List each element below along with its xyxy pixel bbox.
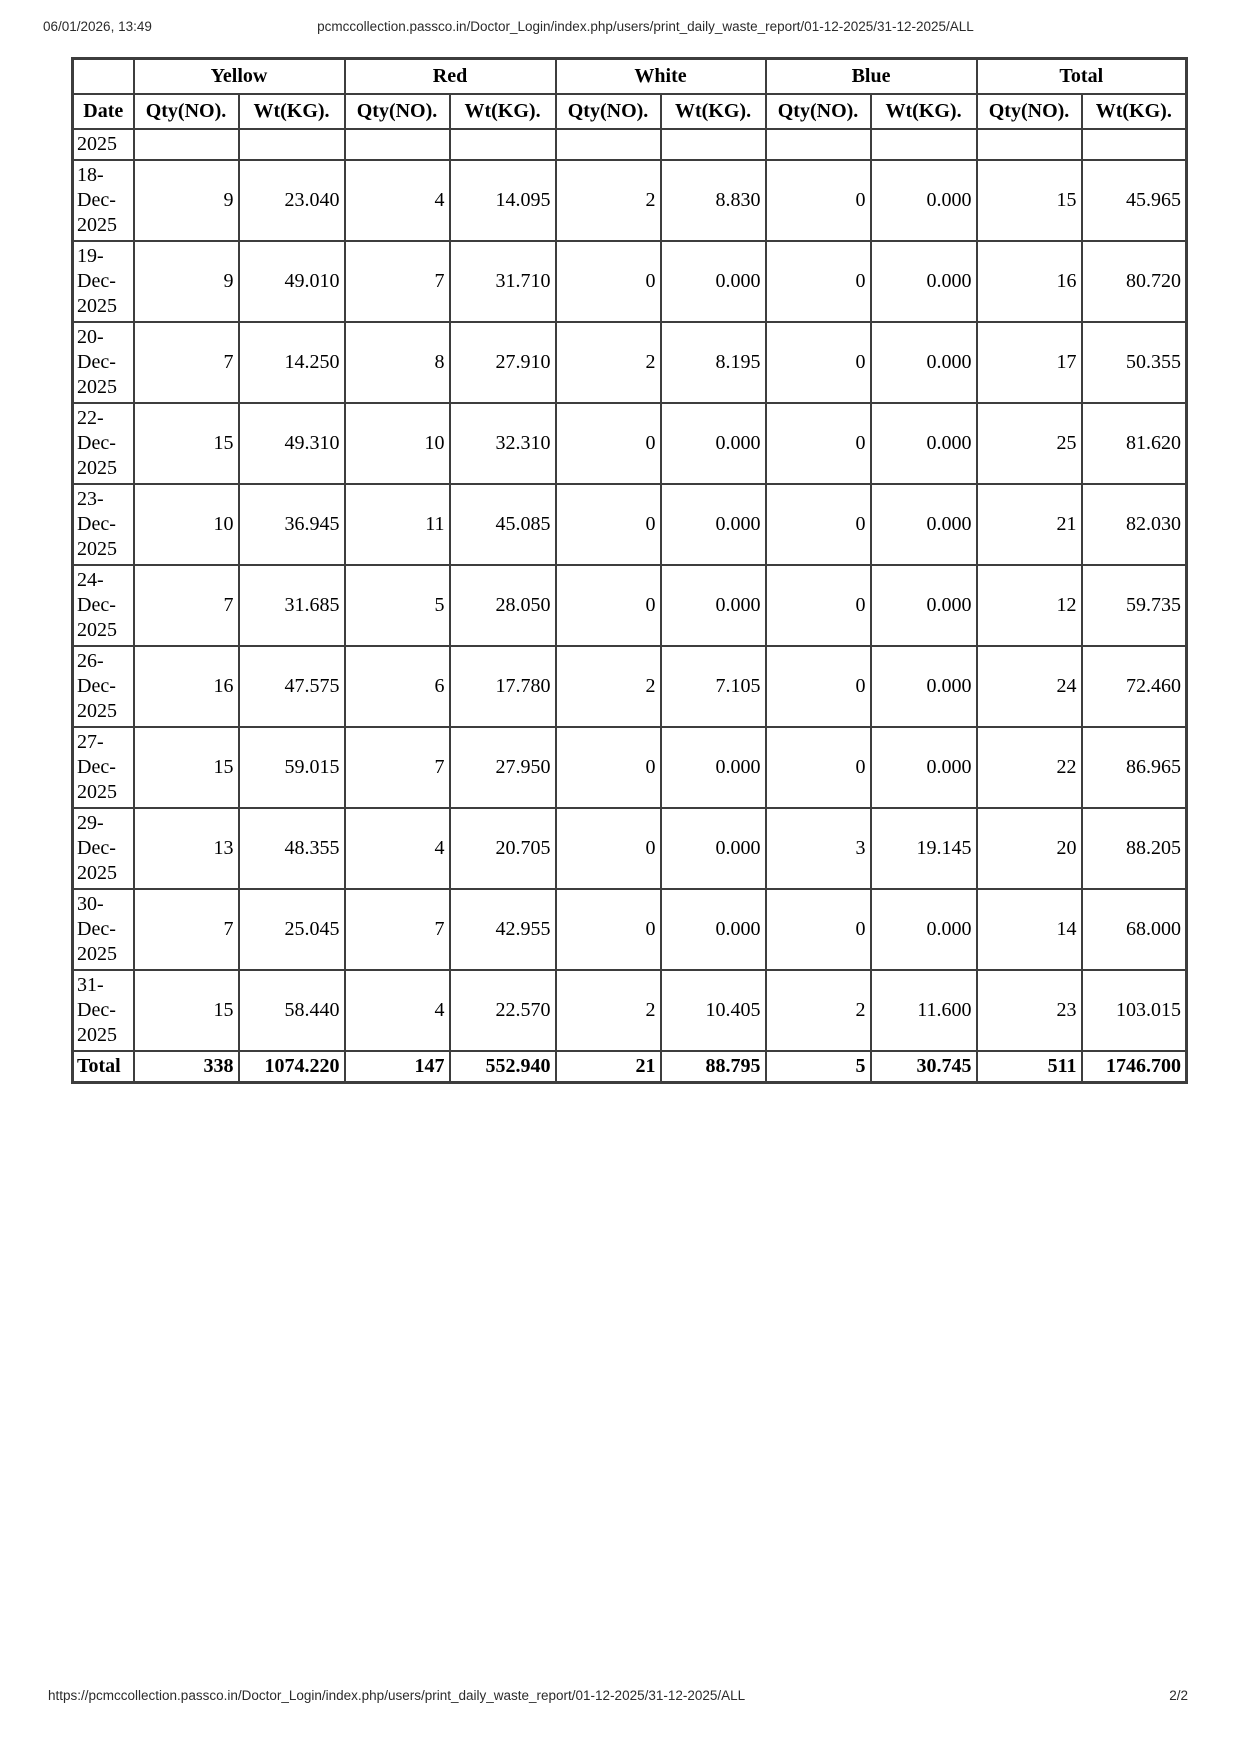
wt-cell: 42.955 <box>450 889 556 970</box>
qty-cell: 0 <box>766 403 871 484</box>
qty-cell: 10 <box>134 484 239 565</box>
date-cell: 31-Dec-2025 <box>73 970 134 1051</box>
date-cell: 18-Dec-2025 <box>73 160 134 241</box>
qty-cell: 5 <box>766 1051 871 1083</box>
wt-cell: 25.045 <box>239 889 345 970</box>
qty-cell: 147 <box>345 1051 450 1083</box>
qty-cell: 7 <box>345 889 450 970</box>
wt-cell <box>239 129 345 160</box>
wt-cell: 1746.700 <box>1082 1051 1187 1083</box>
qty-cell: 0 <box>556 241 661 322</box>
wt-cell: 88.205 <box>1082 808 1187 889</box>
date-cell: 30-Dec-2025 <box>73 889 134 970</box>
qty-cell: 15 <box>134 727 239 808</box>
wt-column-header: Wt(KG). <box>1082 94 1187 129</box>
table-row <box>73 889 1187 970</box>
corner-cell <box>73 59 134 95</box>
wt-cell: 0.000 <box>661 808 766 889</box>
wt-cell: 59.735 <box>1082 565 1187 646</box>
wt-cell: 11.600 <box>871 970 977 1051</box>
qty-cell: 23 <box>977 970 1082 1051</box>
wt-cell: 0.000 <box>871 646 977 727</box>
qty-cell: 15 <box>134 970 239 1051</box>
wt-cell: 31.710 <box>450 241 556 322</box>
table-row <box>73 727 1187 808</box>
qty-column-header: Qty(NO). <box>766 94 871 129</box>
qty-cell: 15 <box>134 403 239 484</box>
qty-cell <box>977 129 1082 160</box>
qty-cell: 16 <box>134 646 239 727</box>
qty-cell: 4 <box>345 808 450 889</box>
wt-cell: 0.000 <box>661 241 766 322</box>
total-label-cell: Total <box>73 1051 134 1083</box>
wt-cell: 28.050 <box>450 565 556 646</box>
wt-cell: 82.030 <box>1082 484 1187 565</box>
qty-cell: 0 <box>766 160 871 241</box>
qty-column-header: Qty(NO). <box>977 94 1082 129</box>
qty-cell: 4 <box>345 970 450 1051</box>
wt-cell: 49.010 <box>239 241 345 322</box>
qty-cell: 3 <box>766 808 871 889</box>
qty-cell: 9 <box>134 241 239 322</box>
qty-cell: 6 <box>345 646 450 727</box>
wt-cell: 0.000 <box>871 403 977 484</box>
qty-cell: 21 <box>977 484 1082 565</box>
qty-cell: 20 <box>977 808 1082 889</box>
wt-cell: 0.000 <box>871 241 977 322</box>
table-row <box>73 484 1187 565</box>
total-row <box>73 1051 1187 1083</box>
qty-cell: 0 <box>766 565 871 646</box>
qty-cell: 0 <box>556 727 661 808</box>
wt-column-header: Wt(KG). <box>661 94 766 129</box>
table-header <box>73 59 1187 130</box>
qty-cell: 511 <box>977 1051 1082 1083</box>
qty-cell: 0 <box>766 322 871 403</box>
wt-cell: 22.570 <box>450 970 556 1051</box>
wt-cell: 0.000 <box>871 727 977 808</box>
column-header-row <box>73 94 1187 129</box>
wt-cell: 0.000 <box>661 565 766 646</box>
qty-cell: 21 <box>556 1051 661 1083</box>
wt-cell: 31.685 <box>239 565 345 646</box>
date-cell: 26-Dec-2025 <box>73 646 134 727</box>
wt-cell: 7.105 <box>661 646 766 727</box>
wt-cell: 17.780 <box>450 646 556 727</box>
wt-cell: 0.000 <box>871 889 977 970</box>
table-row <box>73 970 1187 1051</box>
qty-cell <box>134 129 239 160</box>
qty-cell: 17 <box>977 322 1082 403</box>
qty-cell: 0 <box>766 241 871 322</box>
qty-cell: 25 <box>977 403 1082 484</box>
qty-cell: 7 <box>345 241 450 322</box>
wt-cell: 0.000 <box>871 484 977 565</box>
wt-cell: 88.795 <box>661 1051 766 1083</box>
qty-cell: 7 <box>345 727 450 808</box>
qty-cell: 2 <box>556 646 661 727</box>
wt-cell: 86.965 <box>1082 727 1187 808</box>
qty-cell: 0 <box>766 646 871 727</box>
qty-cell: 2 <box>556 970 661 1051</box>
qty-cell: 16 <box>977 241 1082 322</box>
wt-cell: 23.040 <box>239 160 345 241</box>
table-row <box>73 129 1187 160</box>
wt-cell: 0.000 <box>661 889 766 970</box>
report-table-body <box>73 129 1187 1083</box>
date-column-header: Date <box>73 94 134 129</box>
wt-cell: 0.000 <box>871 322 977 403</box>
qty-cell: 9 <box>134 160 239 241</box>
date-cell: 27-Dec-2025 <box>73 727 134 808</box>
wt-cell: 0.000 <box>661 727 766 808</box>
table-row <box>73 646 1187 727</box>
qty-cell: 15 <box>977 160 1082 241</box>
qty-cell: 10 <box>345 403 450 484</box>
table-row <box>73 160 1187 241</box>
print-header <box>0 19 1241 37</box>
qty-cell: 0 <box>556 484 661 565</box>
wt-cell: 47.575 <box>239 646 345 727</box>
wt-cell: 58.440 <box>239 970 345 1051</box>
table-row <box>73 403 1187 484</box>
date-cell: 20-Dec-2025 <box>73 322 134 403</box>
qty-cell: 7 <box>134 565 239 646</box>
date-cell: 24-Dec-2025 <box>73 565 134 646</box>
qty-cell: 7 <box>134 889 239 970</box>
qty-cell: 8 <box>345 322 450 403</box>
wt-cell: 27.910 <box>450 322 556 403</box>
wt-cell: 45.965 <box>1082 160 1187 241</box>
wt-cell: 103.015 <box>1082 970 1187 1051</box>
qty-cell <box>556 129 661 160</box>
group-header-yellow: Yellow <box>134 59 345 95</box>
wt-cell: 0.000 <box>661 403 766 484</box>
wt-cell: 30.745 <box>871 1051 977 1083</box>
qty-cell: 0 <box>556 889 661 970</box>
qty-cell: 0 <box>556 808 661 889</box>
wt-cell: 68.000 <box>1082 889 1187 970</box>
wt-cell: 552.940 <box>450 1051 556 1083</box>
qty-cell: 0 <box>766 727 871 808</box>
group-header-white: White <box>556 59 766 95</box>
qty-column-header: Qty(NO). <box>134 94 239 129</box>
group-header-blue: Blue <box>766 59 977 95</box>
wt-cell: 20.705 <box>450 808 556 889</box>
wt-cell: 59.015 <box>239 727 345 808</box>
wt-cell: 81.620 <box>1082 403 1187 484</box>
table-row <box>73 241 1187 322</box>
wt-cell <box>450 129 556 160</box>
qty-cell: 13 <box>134 808 239 889</box>
qty-cell: 0 <box>766 889 871 970</box>
qty-cell: 7 <box>134 322 239 403</box>
qty-cell: 4 <box>345 160 450 241</box>
print-footer-url: https://pcmccollection.passco.in/Doctor_Login/index.php/users/print_daily_waste_report/01-12-2025/31-12-2025/ALL <box>48 1688 746 1703</box>
wt-cell: 19.145 <box>871 808 977 889</box>
qty-cell: 5 <box>345 565 450 646</box>
table-row <box>73 322 1187 403</box>
table-row <box>73 808 1187 889</box>
date-cell: 2025 <box>73 129 134 160</box>
wt-column-header: Wt(KG). <box>871 94 977 129</box>
qty-cell: 338 <box>134 1051 239 1083</box>
page-number: 2/2 <box>1169 1688 1188 1703</box>
qty-column-header: Qty(NO). <box>345 94 450 129</box>
date-cell: 22-Dec-2025 <box>73 403 134 484</box>
wt-cell: 0.000 <box>871 565 977 646</box>
qty-column-header: Qty(NO). <box>556 94 661 129</box>
wt-cell: 10.405 <box>661 970 766 1051</box>
qty-cell: 12 <box>977 565 1082 646</box>
daily-waste-report-table <box>71 57 1188 1084</box>
qty-cell: 2 <box>766 970 871 1051</box>
wt-cell: 80.720 <box>1082 241 1187 322</box>
group-header-red: Red <box>345 59 556 95</box>
qty-cell: 0 <box>556 565 661 646</box>
qty-cell: 2 <box>556 322 661 403</box>
wt-cell: 1074.220 <box>239 1051 345 1083</box>
qty-cell: 14 <box>977 889 1082 970</box>
wt-cell: 50.355 <box>1082 322 1187 403</box>
wt-cell <box>1082 129 1187 160</box>
print-footer <box>48 1688 1188 1703</box>
wt-cell: 45.085 <box>450 484 556 565</box>
wt-cell: 72.460 <box>1082 646 1187 727</box>
wt-cell: 14.250 <box>239 322 345 403</box>
wt-cell: 49.310 <box>239 403 345 484</box>
wt-cell: 0.000 <box>661 484 766 565</box>
qty-cell: 0 <box>556 403 661 484</box>
wt-cell: 48.355 <box>239 808 345 889</box>
wt-cell: 36.945 <box>239 484 345 565</box>
print-header-url: pcmccollection.passco.in/Doctor_Login/index.php/users/print_daily_waste_report/01-12-2025/31-12-2025/ALL <box>317 19 974 34</box>
qty-cell: 11 <box>345 484 450 565</box>
qty-cell <box>766 129 871 160</box>
wt-cell: 32.310 <box>450 403 556 484</box>
wt-column-header: Wt(KG). <box>450 94 556 129</box>
qty-cell: 24 <box>977 646 1082 727</box>
print-datetime: 06/01/2026, 13:49 <box>43 19 152 34</box>
wt-cell: 27.950 <box>450 727 556 808</box>
qty-cell <box>345 129 450 160</box>
wt-cell <box>661 129 766 160</box>
wt-column-header: Wt(KG). <box>239 94 345 129</box>
qty-cell: 2 <box>556 160 661 241</box>
date-cell: 29-Dec-2025 <box>73 808 134 889</box>
wt-cell: 14.095 <box>450 160 556 241</box>
wt-cell <box>871 129 977 160</box>
table-row <box>73 565 1187 646</box>
wt-cell: 8.830 <box>661 160 766 241</box>
date-cell: 23-Dec-2025 <box>73 484 134 565</box>
group-header-total: Total <box>977 59 1187 95</box>
qty-cell: 0 <box>766 484 871 565</box>
wt-cell: 8.195 <box>661 322 766 403</box>
wt-cell: 0.000 <box>871 160 977 241</box>
qty-cell: 22 <box>977 727 1082 808</box>
group-header-row <box>73 59 1187 95</box>
date-cell: 19-Dec-2025 <box>73 241 134 322</box>
